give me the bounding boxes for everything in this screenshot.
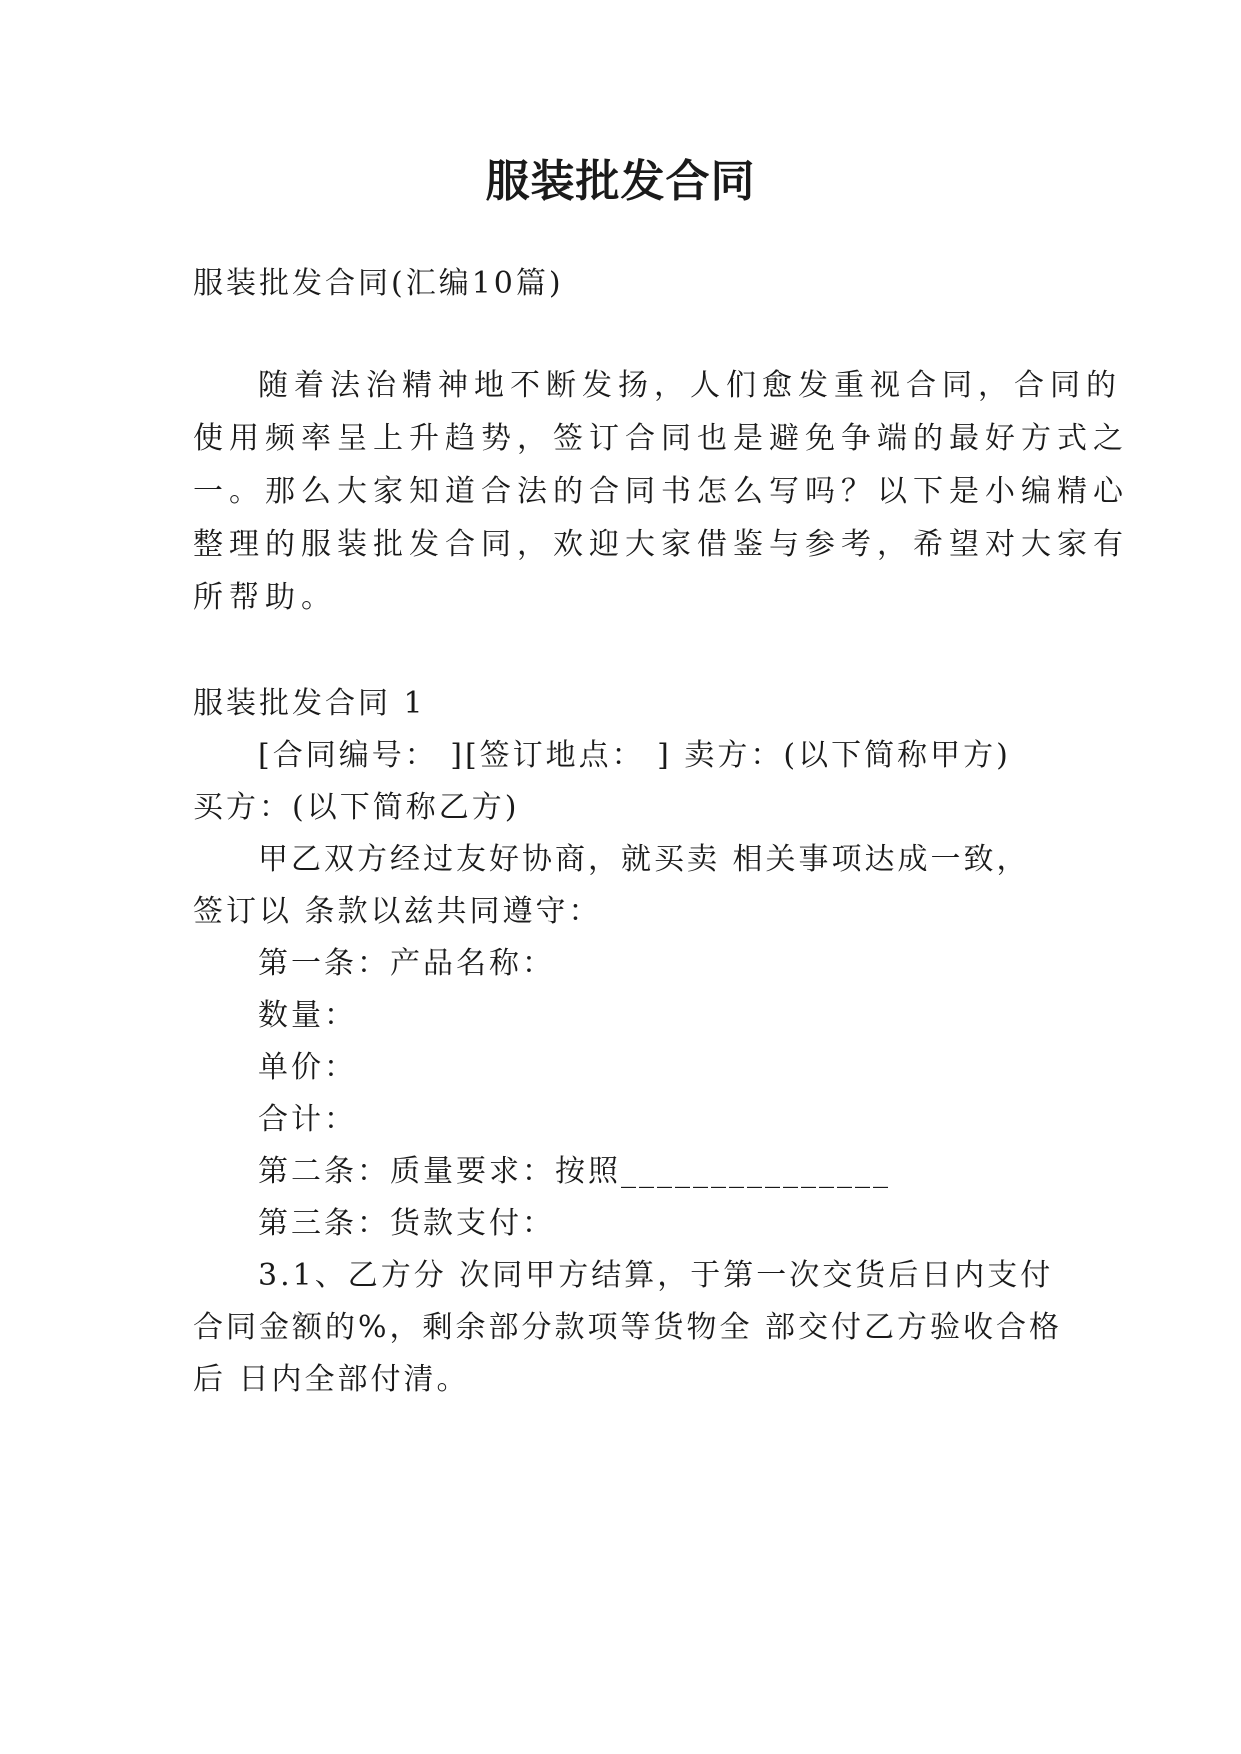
intro-line: 使用频率呈上升趋势，签订合同也是避免争端的最好方式之 [193,421,1129,456]
intro-line: 随着法治精神地不断发扬，人们愈发重视合同，合同的 [258,368,1122,403]
document-title: 服装批发合同 [485,156,756,207]
body-line: 数量： [258,998,357,1033]
intro-line: 所帮助。 [193,580,337,615]
body-line: 第二条：质量要求：按照_______________ [258,1154,891,1189]
body-line: 合同金额的%，剩余部分款项等货物全 部交付乙方验收合格 [193,1310,1063,1345]
document-subtitle: 服装批发合同(汇编10篇) [193,266,564,301]
body-line: 签订以 条款以兹共同遵守： [193,894,602,929]
body-line: 买方：(以下简称乙方) [193,790,520,825]
body-line: 单价： [258,1050,357,1085]
body-line: 第一条：产品名称： [258,946,555,981]
body-line: 3.1、乙方分 次同甲方结算，于第一次交货后日内支付 [258,1258,1054,1293]
section-heading: 服装批发合同 1 [193,686,426,721]
intro-line: 整理的服装批发合同，欢迎大家借鉴与参考，希望对大家有 [193,527,1129,562]
body-line: 合计： [258,1102,357,1137]
body-line: 第三条：货款支付： [258,1206,555,1241]
intro-line: 一。那么大家知道合法的合同书怎么写吗？以下是小编精心 [193,474,1129,509]
body-line: [合同编号： ][签订地点： ] 卖方：(以下简称甲方) [258,738,1011,773]
body-line: 后 日内全部付清。 [193,1362,470,1397]
body-line: 甲乙双方经过友好协商，就买卖 相关事项达成一致， [258,842,1030,877]
